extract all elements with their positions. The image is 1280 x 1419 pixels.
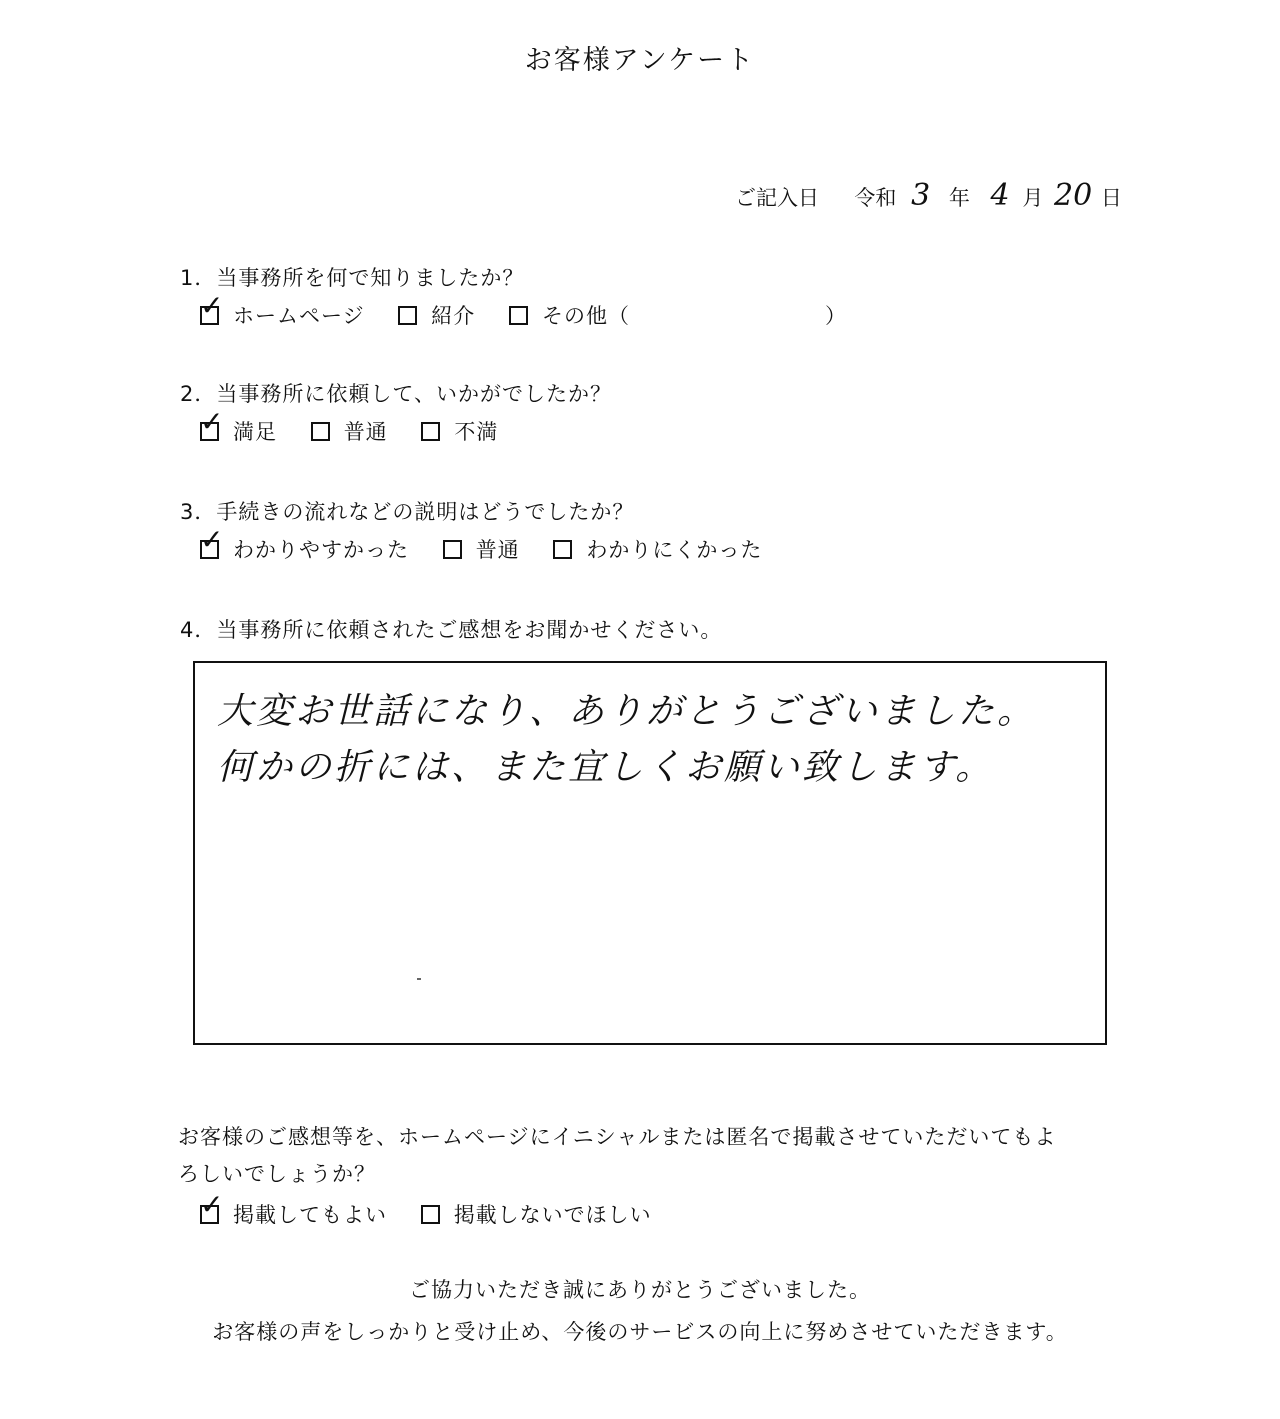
checkbox-checked[interactable] bbox=[200, 1205, 219, 1224]
date-day-value[interactable]: 20 bbox=[1054, 178, 1093, 213]
question-2-options bbox=[200, 416, 524, 446]
scan-speck bbox=[417, 978, 421, 980]
option-dissatisfied[interactable] bbox=[421, 416, 498, 446]
comment-line-1: 大変お世話になり、ありがとうございました。 bbox=[217, 691, 1037, 732]
checkbox[interactable] bbox=[421, 422, 440, 441]
option-label: 普通 bbox=[475, 538, 520, 562]
checkbox[interactable] bbox=[553, 540, 572, 559]
checkbox-checked[interactable] bbox=[200, 422, 219, 441]
date-month-value[interactable]: 4 bbox=[990, 178, 1010, 213]
option-label: 普通 bbox=[343, 420, 388, 444]
option-label: わかりやすかった bbox=[233, 538, 409, 562]
option-normal[interactable] bbox=[443, 534, 520, 564]
checkbox-checked[interactable] bbox=[200, 540, 219, 559]
option-hard[interactable] bbox=[553, 534, 762, 564]
option-other[interactable] bbox=[509, 300, 847, 330]
question-4-text: 4．当事務所に依頼されたご感想をお聞かせください。 bbox=[180, 618, 723, 642]
date-era: 令和 bbox=[854, 186, 897, 210]
question-1-text: 1．当事務所を何で知りましたか？ bbox=[180, 266, 525, 290]
checkbox[interactable] bbox=[443, 540, 462, 559]
option-easy[interactable] bbox=[200, 534, 409, 564]
checkbox[interactable] bbox=[311, 422, 330, 441]
option-referral[interactable] bbox=[398, 300, 475, 330]
consent-question-line-1: お客様のご感想等を、ホームページにイニシャルまたは匿名で掲載させていただいてもよ bbox=[178, 1125, 1057, 1149]
checkbox[interactable] bbox=[509, 306, 528, 325]
consent-options bbox=[200, 1199, 678, 1229]
option-normal[interactable] bbox=[311, 416, 388, 446]
option-label: 満足 bbox=[233, 420, 277, 444]
option-label: ホームページ bbox=[233, 304, 365, 328]
option-allow-publish[interactable] bbox=[200, 1199, 387, 1229]
option-label: 掲載してもよい bbox=[233, 1203, 387, 1227]
question-1-options bbox=[200, 300, 873, 330]
date-year-unit: 年 bbox=[948, 186, 970, 210]
page-title: お客様アンケート bbox=[524, 45, 756, 76]
comment-line-2: 何かの折には、また宜しくお願い致します。 bbox=[217, 747, 995, 788]
question-3-options bbox=[200, 534, 788, 564]
option-deny-publish[interactable] bbox=[421, 1199, 652, 1229]
option-label: 不満 bbox=[454, 420, 499, 444]
option-label: わかりにくかった bbox=[586, 538, 763, 562]
thanks-line-1: ご協力いただき誠にありがとうございました。 bbox=[409, 1278, 871, 1302]
checkbox-checked[interactable] bbox=[200, 306, 219, 325]
option-close-paren: ） bbox=[824, 304, 847, 328]
date-row bbox=[735, 178, 1122, 213]
comment-textarea[interactable] bbox=[193, 661, 1107, 1045]
thanks-line-2: お客様の声をしっかりと受け止め、今後のサービスの向上に努めさせていただきます。 bbox=[212, 1320, 1068, 1344]
checkbox[interactable] bbox=[421, 1205, 440, 1224]
option-satisfied[interactable] bbox=[200, 416, 277, 446]
question-3-text: 3．手続きの流れなどの説明はどうでしたか？ bbox=[180, 500, 635, 524]
consent-question-line-2: ろしいでしょうか？ bbox=[178, 1162, 376, 1186]
date-day-unit: 日 bbox=[1100, 186, 1122, 210]
option-label: 掲載しないでほしい bbox=[453, 1203, 652, 1227]
option-homepage[interactable] bbox=[200, 300, 365, 330]
option-label: 紹介 bbox=[431, 304, 476, 328]
checkbox[interactable] bbox=[398, 306, 417, 325]
date-month-unit: 月 bbox=[1022, 186, 1044, 210]
question-2-text: 2．当事務所に依頼して、いかがでしたか？ bbox=[180, 382, 612, 406]
date-label: ご記入日 bbox=[735, 186, 819, 210]
option-label: その他（ bbox=[541, 304, 630, 328]
date-year-value[interactable]: 3 bbox=[911, 178, 931, 213]
